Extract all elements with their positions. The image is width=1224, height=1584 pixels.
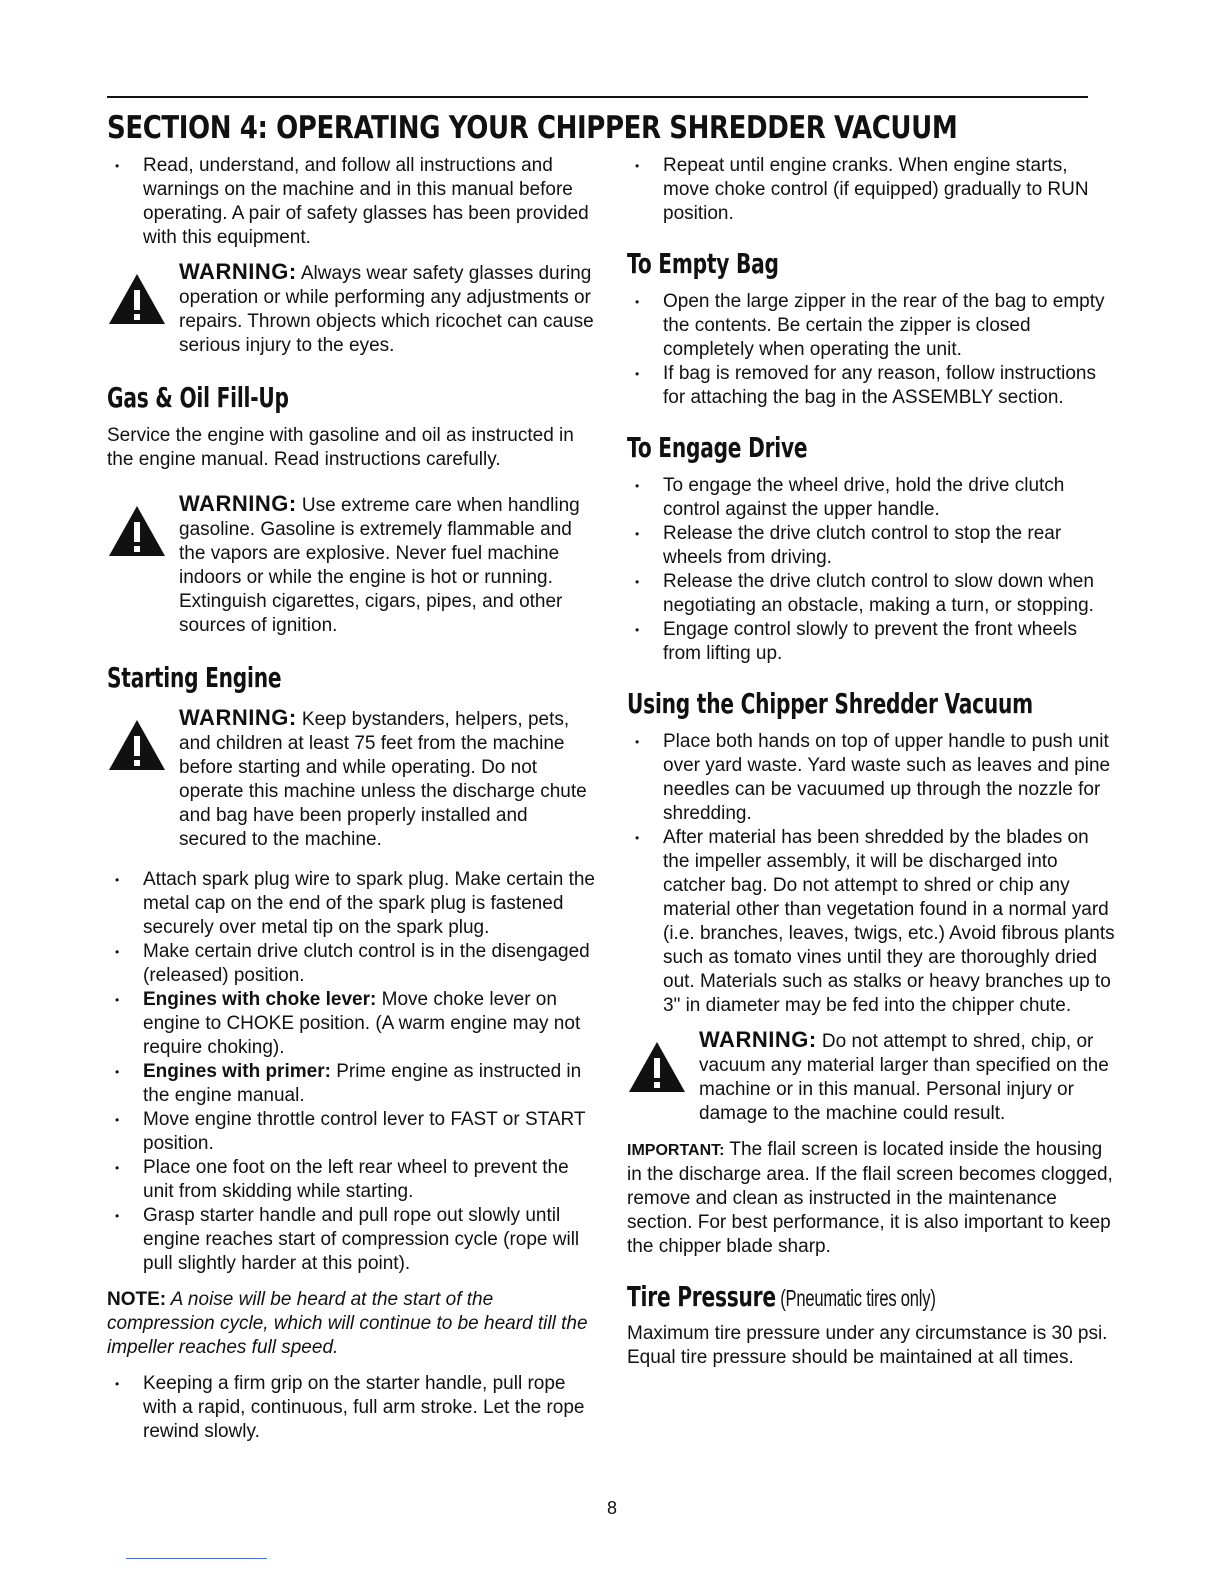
page-number: 8 xyxy=(606,1498,617,1518)
important-label: IMPORTANT: xyxy=(627,1142,725,1159)
tire-heading-text: Tire Pressure xyxy=(627,1280,776,1313)
heading-tire-pressure xyxy=(627,1279,981,1316)
left-column xyxy=(107,154,599,1444)
list-item: • Engage control slowly to prevent the front wheels from lifting up. xyxy=(627,618,1119,666)
list-item: • Release the drive clutch control to stop the rear wheels from driving. xyxy=(627,522,1119,570)
note-label: NOTE: xyxy=(107,1289,167,1310)
note-text: A noise will be heard at the start of the compression cycle, which will continue to be heard till the impeller reaches full speed. xyxy=(107,1289,588,1358)
important-text: The flail screen is located inside the housing in the discharge area. If the flail screen becomes clogged, remove and clean as instructed in the maintenance section. For best performance, it is also important to keep the chipper blade sharp. xyxy=(627,1139,1113,1257)
list-item: • Open the large zipper in the rear of the bag to empty the contents. Be certain the zipper is closed completely when operating the unit. xyxy=(627,290,1119,362)
repeat-list xyxy=(627,154,1119,226)
heading-gas-oil: Gas & Oil Fill-Up xyxy=(107,381,289,414)
warning-material-size xyxy=(627,1028,1119,1126)
warning-gasoline xyxy=(107,492,599,638)
warning-label: WARNING: xyxy=(179,491,297,516)
warning-label: WARNING: xyxy=(699,1027,817,1052)
warning-triangle-icon xyxy=(107,718,167,772)
list-item: • Place both hands on top of upper handle to push unit over yard waste. Yard waste such as leaves and pine needles can be vacuumed up through the nozzle for shredding. xyxy=(627,730,1119,826)
warning-label: WARNING: xyxy=(179,259,297,284)
warning-triangle-icon xyxy=(627,1040,687,1094)
tire-heading-note: (Pneumatic tires only) xyxy=(775,1285,936,1311)
heading-using-vacuum: Using the Chipper Shredder Vacuum xyxy=(627,687,1033,720)
final-step-list xyxy=(107,1372,599,1444)
list-item-text: Move choke lever on engine to CHOKE position. (A warm engine may not require choking). xyxy=(143,989,581,1058)
list-item: • Grasp starter handle and pull rope out slowly until engine reaches start of compression cycle (rope will pull slightly harder at this point). xyxy=(107,1204,599,1276)
bottom-rule xyxy=(126,1558,267,1559)
heading-starting-engine: Starting Engine xyxy=(107,661,282,694)
starting-steps-list xyxy=(107,868,599,1276)
list-item: • Attach spark plug wire to spark plug. Make certain the metal cap on the end of the spark plug is fastened securely over metal tip on the spark plug. xyxy=(107,868,599,940)
warning-triangle-icon xyxy=(107,504,167,558)
note-paragraph xyxy=(107,1288,599,1360)
list-item: • Repeat until engine cranks. When engine starts, move choke control (if equipped) gradually to RUN position. xyxy=(627,154,1119,226)
warning-triangle-icon xyxy=(107,272,167,326)
intro-list xyxy=(107,154,599,250)
tire-pressure-text: Maximum tire pressure under any circumstance is 30 psi. Equal tire pressure should be maintained at all times. xyxy=(627,1323,1108,1368)
warning-text: Keep bystanders, helpers, pets, and children at least 75 feet from the machine before starting and while operating. Do not operate this machine unless the discharge chute and bag have been properly installed and secured to the machine. xyxy=(179,709,587,850)
using-vacuum-list xyxy=(627,730,1119,1018)
list-item: • Make certain drive clutch control is in the disengaged (released) position. xyxy=(107,940,599,988)
list-item-bold: Engines with primer: xyxy=(143,1061,331,1082)
gas-oil-text: Service the engine with gasoline and oil as instructed in the engine manual. Read instructions carefully. xyxy=(107,425,574,470)
section-title: SECTION 4: OPERATING YOUR CHIPPER SHREDDER VACUUM xyxy=(107,110,958,146)
list-item: • Place one foot on the left rear wheel to prevent the unit from skidding while starting. xyxy=(107,1156,599,1204)
important-paragraph xyxy=(627,1138,1119,1259)
warning-text: Use extreme care when handling gasoline. Gasoline is extremely flammable and the vapors are explosive. Never fuel machine indoors or while the engine is hot or running. Extinguish cigarettes, cigars, pipes, and other sources of ignition. xyxy=(179,495,580,636)
heading-empty-bag: To Empty Bag xyxy=(627,247,779,280)
warning-text: Always wear safety glasses during operation or while performing any adjustments or repairs. Thrown objects which ricochet can cause serious injury to the eyes. xyxy=(179,263,594,356)
list-item xyxy=(107,1060,599,1108)
list-item: • After material has been shredded by the blades on the impeller assembly, it will be discharged into catcher bag. Do not attempt to shred or chip any material other than vegetation found in a normal yard (i.e. branches, leaves, twigs, etc.) Avoid fibrous plants such as tomato vines until they are thoroughly dried out. Materials such as stalks or heavy branches up to 3" in diameter may be fed into the chipper chute. xyxy=(627,826,1119,1018)
warning-safety-glasses xyxy=(107,260,599,358)
list-item-bold: Engines with choke lever: xyxy=(143,989,377,1010)
empty-bag-list xyxy=(627,290,1119,410)
warning-bystanders xyxy=(107,706,599,852)
list-item: • Release the drive clutch control to slow down when negotiating an obstacle, making a turn, or stopping. xyxy=(627,570,1119,618)
list-item: • To engage the wheel drive, hold the drive clutch control against the upper handle. xyxy=(627,474,1119,522)
list-item: • Keeping a firm grip on the starter handle, pull rope with a rapid, continuous, full arm stroke. Let the rope rewind slowly. xyxy=(107,1372,599,1444)
heading-engage-drive: To Engage Drive xyxy=(627,431,808,464)
list-item: • If bag is removed for any reason, follow instructions for attaching the bag in the ASSEMBLY section. xyxy=(627,362,1119,410)
warning-label: WARNING: xyxy=(179,705,297,730)
section-top-rule xyxy=(107,96,1088,98)
engage-drive-list xyxy=(627,474,1119,666)
list-item-text: Prime engine as instructed in the engine manual. xyxy=(143,1061,582,1106)
right-column xyxy=(627,154,1119,1370)
list-item: • Read, understand, and follow all instructions and warnings on the machine and in this manual before operating. A pair of safety glasses has been provided with this equipment. xyxy=(107,154,599,250)
list-item: • Move engine throttle control lever to FAST or START position. xyxy=(107,1108,599,1156)
list-item xyxy=(107,988,599,1060)
warning-text: Do not attempt to shred, chip, or vacuum any material larger than specified on the machine or in this manual. Personal injury or damage to the machine could result. xyxy=(699,1031,1109,1124)
